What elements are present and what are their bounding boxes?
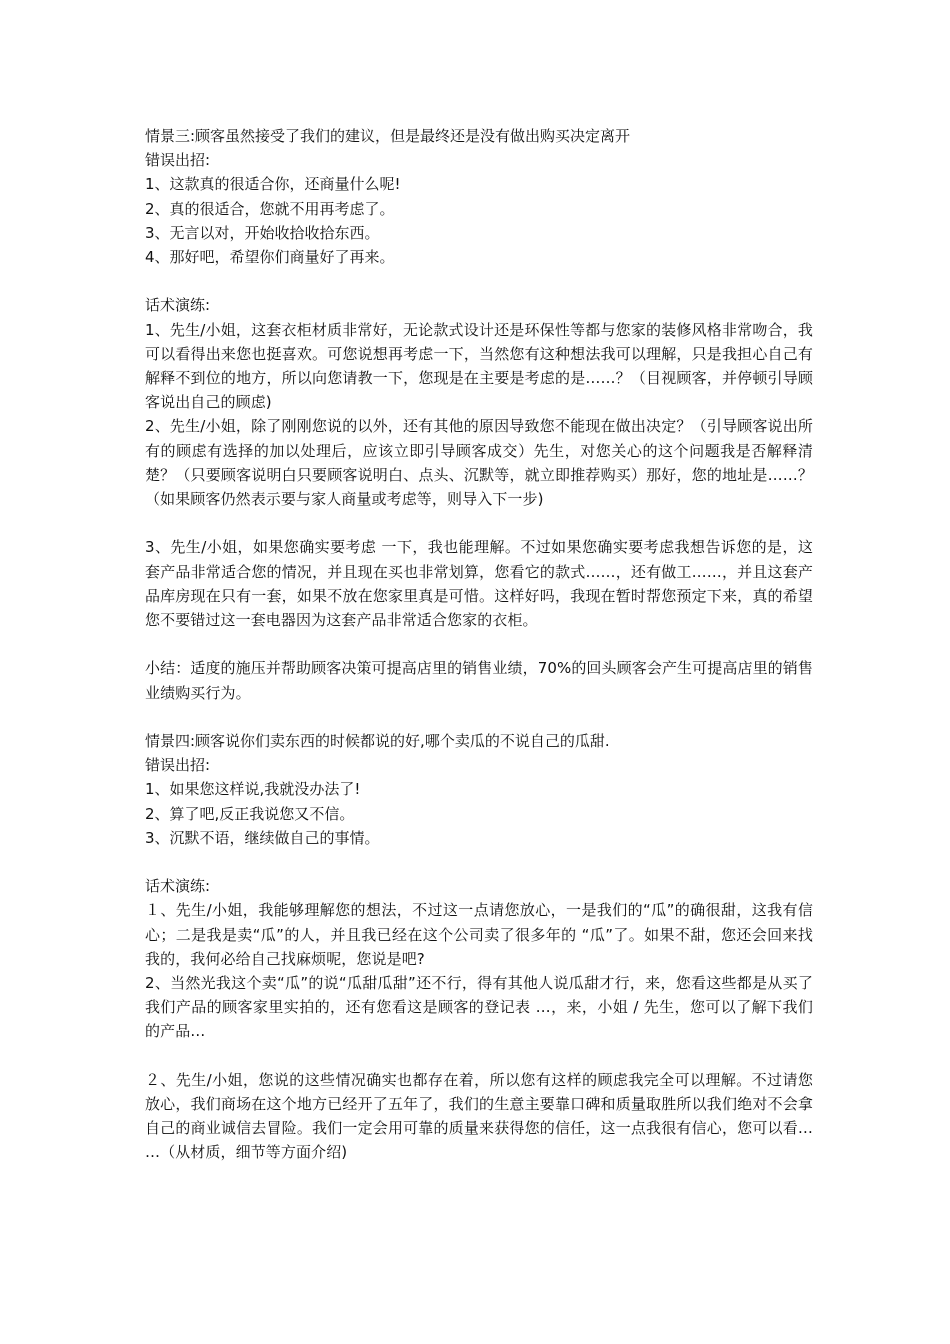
spacer — [145, 1044, 813, 1068]
scene3-summary: 小结：适度的施压并帮助顾客决策可提高店里的销售业绩，70%的回头顾客会产生可提高店里的销售业绩购买行为。 — [145, 659, 813, 702]
scene3-drill-label: 话术演练: — [145, 296, 211, 315]
scene3-mistake-item: 4、那好吧，希望你们商量好了再来。 — [145, 248, 395, 267]
scene4-title: 情景四:顾客说你们卖东西的时候都说的好,哪个卖瓜的不说自己的瓜甜. — [145, 732, 610, 751]
scene4-mistakes-label: 错误出招: — [145, 756, 211, 775]
scene3-title: 情景三:顾客虽然接受了我们的建议，但是最终还是没有做出购买决定离开 — [145, 127, 631, 145]
scene3-mistake-item: 1、这款真的很适合你，还商量什么呢! — [145, 175, 401, 194]
scene3-mistake-item: 3、无言以对，开始收拾收拾东西。 — [145, 223, 380, 242]
spacer — [145, 850, 813, 874]
scene3-mistakes-label: 错误出招: — [145, 151, 211, 170]
scene4-mistake-item: 1、如果您这样说,我就没办法了! — [145, 780, 361, 799]
scene4-mistake-item: 3、沉默不语，继续做自己的事情。 — [145, 828, 380, 847]
scene3-drill-item: 2、先生/小姐，除了刚刚您说的以外，还有其他的原因导致您不能现在做出决定？（引导顾客说出所有的顾虑有选择的加以处理后，应该立即引导顾客成交）先生，对您关心的这个问题我是否解释清楚？（只要顾客说明白只要顾客说明白、点头、沉默等，就立即推荐购买）那好，您的地址是……？（如果顾客仍然表示要与家人商量或考虑等，则导入下一步) — [145, 417, 813, 509]
scene4-drill-item: ２、先生/小姐，您说的这些情况确实也都存在着，所以您有这样的顾虑我完全可以理解。不过请您放心，我们商场在这个地方已经开了五年了，我们的生意主要靠口碑和质量取胜所以我们绝对不会拿自己的商业诚信去冒险。我们一定会用可靠的质量来获得您的信任，这一点我很有信心，您可以看… …（从材质，细节等方面介绍) — [145, 1070, 818, 1162]
scene3-drill-item: 3、先生/小姐，如果您确实要考虑 一下，我也能理解。不过如果您确实要考虑我想告诉您的是，这套产品非常适合您的情况，并且现在买也非常划算，您看它的款式……，还有做工……，并且这套产品库房现在只有一套，如果不放在您家里真是可惜。这样好吗，我现在暂时帮您预定下来，真的希望您不要错过这一套电器因为这套产品非常适合您家的衣柜。 — [145, 538, 813, 630]
scene4-drill-label: 话术演练: — [145, 877, 211, 896]
scene4-drill-item: １、先生/小姐，我能够理解您的想法，不过这一点请您放心，一是我们的“瓜”的确很甜，这我有信心；二是我是卖“瓜”的人，并且我已经在这个公司卖了很多年的 “瓜”了。如果不甜，您还会回来找我的，我何必给自己找麻烦呢，您说是吧? — [145, 901, 813, 968]
spacer — [145, 632, 813, 656]
scene4-drill-item: 2、当然光我这个卖“瓜”的说“瓜甜瓜甜”还不行，得有其他人说瓜甜才行，来，您看这些都是从买了我们产品的顾客家里实拍的，还有您看这是顾客的登记表 …，来，小姐 / 先生，您可以了解下我们的产品… — [145, 974, 813, 1041]
spacer — [145, 269, 813, 293]
scene3-drill-item: 1、先生/小姐，这套衣柜材质非常好，无论款式设计还是环保性等都与您家的装修风格非常吻合，我可以看得出来您也挺喜欢。可您说想再考虑一下，当然您有这种想法我可以理解，只是我担心自己有解释不到位的地方，所以向您请教一下，您现是在主要是考虑的是……？（目视顾客，并停顿引导顾客说出自己的顾虑) — [145, 320, 813, 412]
document-page — [145, 124, 818, 1165]
spacer — [145, 511, 813, 535]
spacer — [145, 705, 813, 729]
scene4-mistake-item: 2、算了吧,反正我说您又不信。 — [145, 804, 355, 823]
scene3-mistake-item: 2、真的很适合，您就不用再考虑了。 — [145, 199, 395, 218]
